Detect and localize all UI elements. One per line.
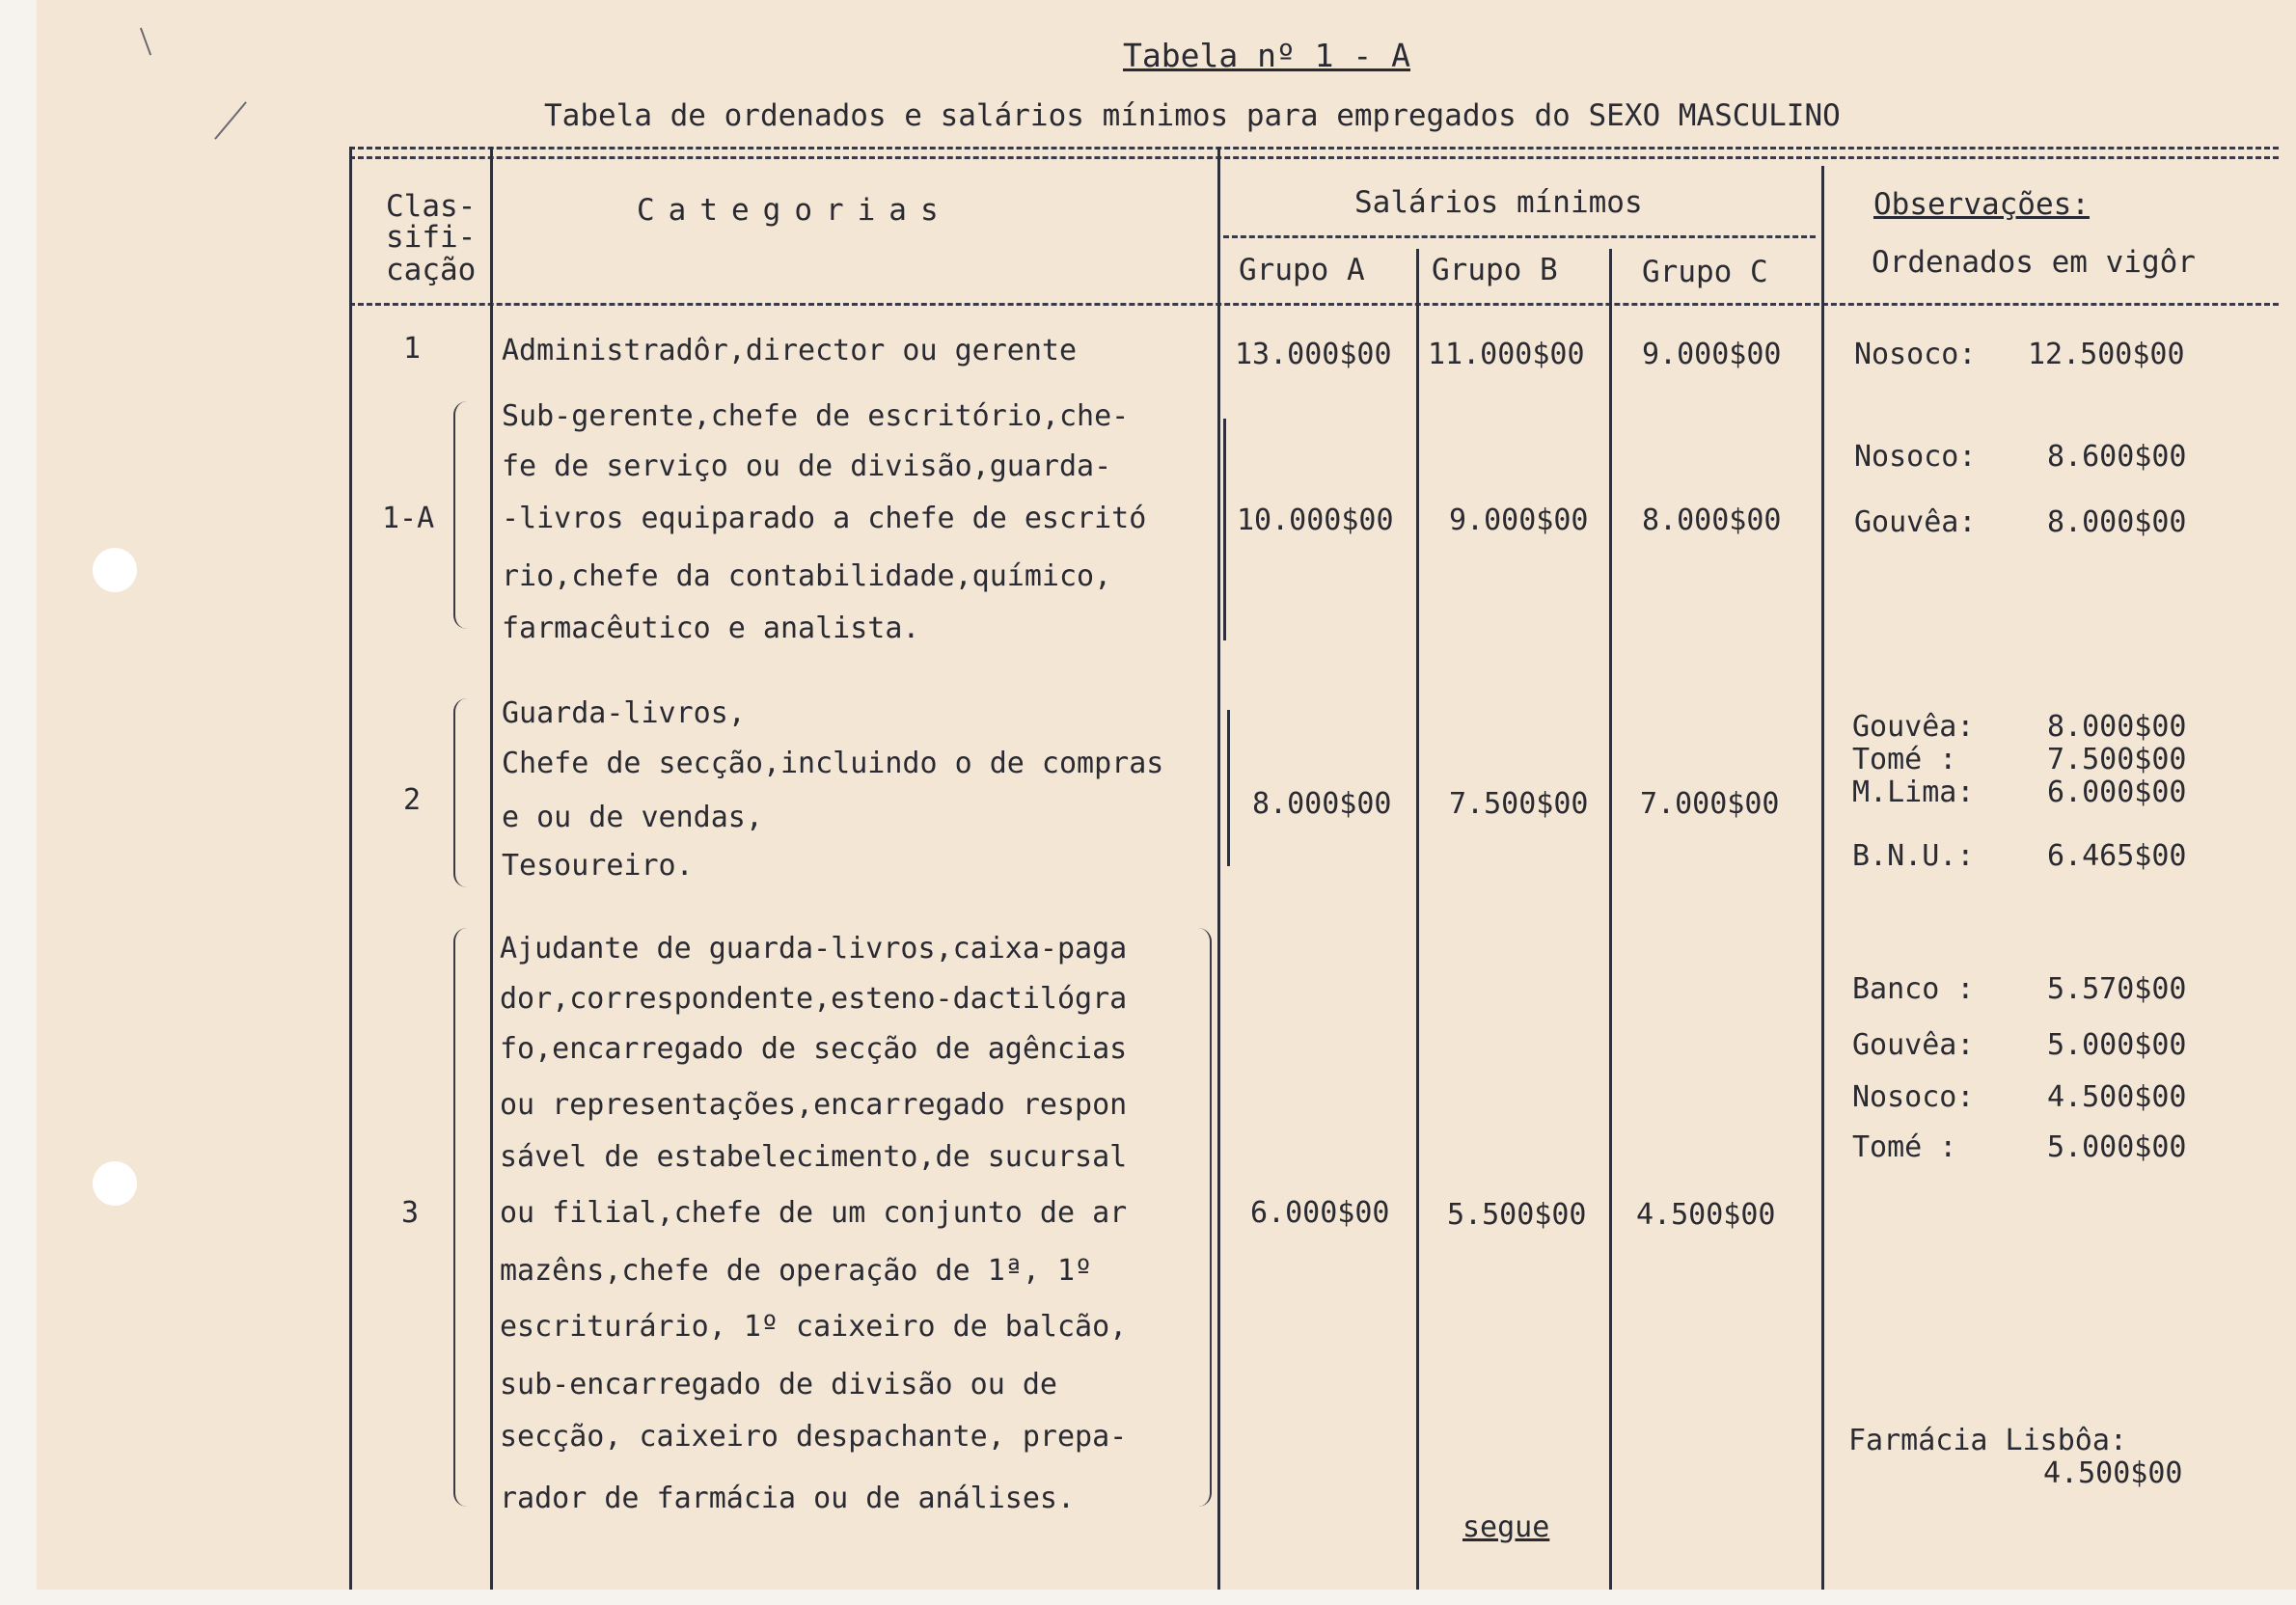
row-3-obs-value: 4.500$00 (2047, 1080, 2187, 1114)
row-2-grupo-a: 8.000$00 (1252, 787, 1392, 821)
row-2-brace (453, 698, 471, 887)
row-3-obs-value: 5.000$00 (2047, 1028, 2187, 1062)
row-2-grupo-b: 7.500$00 (1449, 787, 1589, 821)
row-1a-category-line: -livros equiparado a chefe de escritó (502, 502, 1147, 535)
grupo-b-divider (1609, 249, 1612, 1590)
row-1a-brace (453, 401, 471, 629)
row-3-category-line: ou filial,chefe de um conjunto de ar (500, 1196, 1128, 1230)
row-2-obs-name: Tomé : (1852, 743, 1957, 776)
row-3-obs-name: Gouvêa: (1852, 1028, 1975, 1062)
row-3-obs-value: 5.570$00 (2047, 972, 2187, 1006)
row-2-obs-value: 8.000$00 (2047, 710, 2187, 744)
row-3-category-line: rador de farmácia ou de análises. (500, 1482, 1076, 1515)
row-1a-bracket (1223, 419, 1226, 640)
row-1a-category-line: rio,chefe da contabilidade,químico, (502, 559, 1112, 593)
row-1a-class: 1-A (382, 502, 435, 535)
row-1-grupo-a: 13.000$00 (1235, 338, 1392, 371)
row-2-category-line: Guarda-livros, (502, 696, 746, 730)
row-3-grupo-a: 6.000$00 (1250, 1196, 1390, 1230)
row-3-category-line: sub-encarregado de divisão ou de (500, 1368, 1057, 1401)
row-1a-grupo-a: 10.000$00 (1237, 503, 1394, 537)
row-2-grupo-c: 7.000$00 (1640, 787, 1780, 821)
row-2-obs-name: B.N.U.: (1852, 839, 1975, 873)
row-1a-grupo-c: 8.000$00 (1642, 503, 1782, 537)
row-3-grupo-c: 4.500$00 (1636, 1198, 1776, 1232)
header-observacoes: Observações: (1873, 187, 2090, 222)
row-2-obs-value: 7.500$00 (2047, 743, 2187, 776)
continued-label: segue (1462, 1510, 1550, 1544)
categories-column-divider (1217, 147, 1220, 1590)
row-2-bracket (1227, 710, 1230, 866)
row-1-class: 1 (403, 332, 422, 366)
row-3-class: 3 (401, 1196, 420, 1230)
row-2-category-line: e ou de vendas, (502, 801, 763, 834)
header-class-3: cação (386, 253, 477, 287)
row-3-grupo-b: 5.500$00 (1447, 1198, 1587, 1232)
page-subtitle: Tabela de ordenados e salários mínimos para empregados do SEXO MASCULINO (544, 98, 1841, 133)
header-ordenados: Ordenados em vigôr (1872, 245, 2196, 280)
row-3-obs-name: Farmácia Lisbôa: (1848, 1424, 2127, 1457)
row-3-obs-name: Tomé : (1852, 1130, 1957, 1164)
row-1-obs-value: 12.500$00 (2028, 338, 2185, 371)
row-3-category-line: fo,encarregado de secção de agências (500, 1032, 1128, 1066)
header-rule (349, 303, 2279, 306)
row-2-category-line: Tesoureiro. (502, 849, 694, 883)
row-1a-obs-name: Gouvêa: (1854, 505, 1977, 539)
row-3-category-line: sável de estabelecimento,de sucursal (500, 1140, 1128, 1174)
binder-hole (93, 548, 137, 592)
row-1-grupo-c: 9.000$00 (1642, 338, 1782, 371)
row-3-obs-name: Banco : (1852, 972, 1975, 1006)
header-grupo-a: Grupo A (1239, 253, 1365, 287)
row-1a-obs-value: 8.000$00 (2047, 505, 2187, 539)
row-3-category-line: Ajudante de guarda-livros,caixa-paga (500, 932, 1128, 966)
row-1-category: Administradôr,director ou gerente (502, 334, 1078, 367)
row-1a-category-line: farmacêutico e analista. (502, 612, 920, 645)
row-2-obs-value: 6.000$00 (2047, 775, 2187, 809)
header-salarios: Salários mínimos (1354, 185, 1643, 220)
row-1a-category-line: Sub-gerente,chefe de escritório,che- (502, 399, 1130, 433)
row-3-obs-name: Nosoco: (1852, 1080, 1975, 1114)
page-title: Tabela nº 1 - A (1123, 37, 1411, 74)
header-categorias: Categorias (637, 193, 952, 228)
header-class-2: sifi- (386, 220, 477, 255)
row-2-obs-value: 6.465$00 (2047, 839, 2187, 873)
row-1-obs-name: Nosoco: (1854, 338, 1977, 371)
row-3-category-line: dor,correspondente,esteno-dactilógra (500, 982, 1128, 1016)
row-3-brace (453, 928, 471, 1507)
row-3-category-line: mazêns,chefe de operação de 1ª, 1º (500, 1254, 1093, 1288)
header-class-1: Clas- (386, 189, 477, 224)
row-2-class: 2 (403, 783, 422, 817)
header-grupo-b: Grupo B (1432, 253, 1558, 287)
row-2-obs-name: M.Lima: (1852, 775, 1975, 809)
left-border (349, 147, 352, 1590)
row-1-grupo-b: 11.000$00 (1428, 338, 1585, 371)
row-3-obs-value: 5.000$00 (2047, 1130, 2187, 1164)
row-1a-obs-value: 8.600$00 (2047, 440, 2187, 474)
grupo-a-divider (1416, 249, 1419, 1590)
row-3-category-line: escriturário, 1º caixeiro de balcão, (500, 1310, 1128, 1344)
row-2-category-line: Chefe de secção,incluindo o de compras (502, 747, 1164, 780)
salarios-rule (1223, 235, 1816, 238)
row-3-right-brace (1194, 928, 1212, 1507)
row-1a-category-line: fe de serviço ou de divisão,guarda- (502, 449, 1112, 483)
top-rule (349, 147, 2279, 159)
row-3-category-line: ou representações,encarregado respon (500, 1088, 1128, 1122)
row-1a-grupo-b: 9.000$00 (1449, 503, 1589, 537)
header-grupo-c: Grupo C (1642, 255, 1768, 289)
class-column-divider (490, 147, 493, 1590)
row-2-obs-name: Gouvêa: (1852, 710, 1975, 744)
row-3-category-line: secção, caixeiro despachante, prepa- (500, 1420, 1128, 1454)
binder-hole (93, 1161, 137, 1206)
row-1a-obs-name: Nosoco: (1854, 440, 1977, 474)
salarios-column-divider (1821, 166, 1824, 1590)
row-3-obs-value: 4.500$00 (2043, 1456, 2183, 1490)
